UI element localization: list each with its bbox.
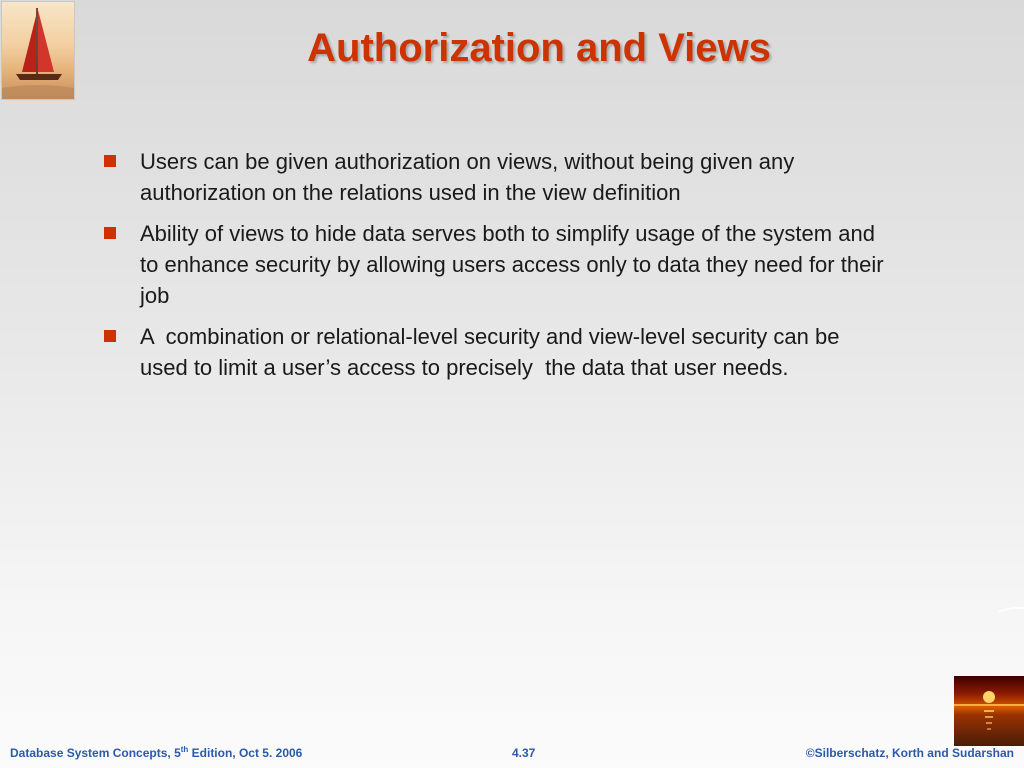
bullet-text-1: Users can be given authorization on views, without being given any authorization on the relations used in the view definition bbox=[140, 149, 801, 205]
bullet-item-2 bbox=[104, 218, 890, 311]
footer-left-sup: th bbox=[180, 745, 189, 754]
bullet-item-3 bbox=[104, 321, 884, 383]
sunset-image-icon bbox=[954, 676, 1024, 746]
footer-course-info bbox=[10, 746, 302, 760]
square-bullet-icon bbox=[104, 155, 116, 167]
footer-left-suffix: Edition, Oct 5. 2006 bbox=[188, 746, 303, 760]
square-bullet-icon bbox=[104, 227, 116, 239]
bullet-text-2: Ability of views to hide data serves both to simplify usage of the system and to enhance security by allowing users access only to data they need for their job bbox=[140, 221, 890, 308]
bullet-item-1 bbox=[104, 146, 884, 208]
footer-page-number: 4.37 bbox=[512, 746, 536, 760]
square-bullet-icon bbox=[104, 330, 116, 342]
bullet-list bbox=[104, 146, 890, 393]
decorative-streak-icon bbox=[998, 606, 1024, 614]
bullet-text-3: A combination or relational-level security and view-level security can be used to limit a user’s access to precisely the data that user needs. bbox=[140, 324, 846, 380]
footer-copyright: ©Silberschatz, Korth and Sudarshan bbox=[805, 746, 1014, 760]
footer-left-prefix: Database System Concepts, 5 bbox=[10, 746, 181, 760]
slide-title: Authorization and Views bbox=[307, 26, 771, 70]
